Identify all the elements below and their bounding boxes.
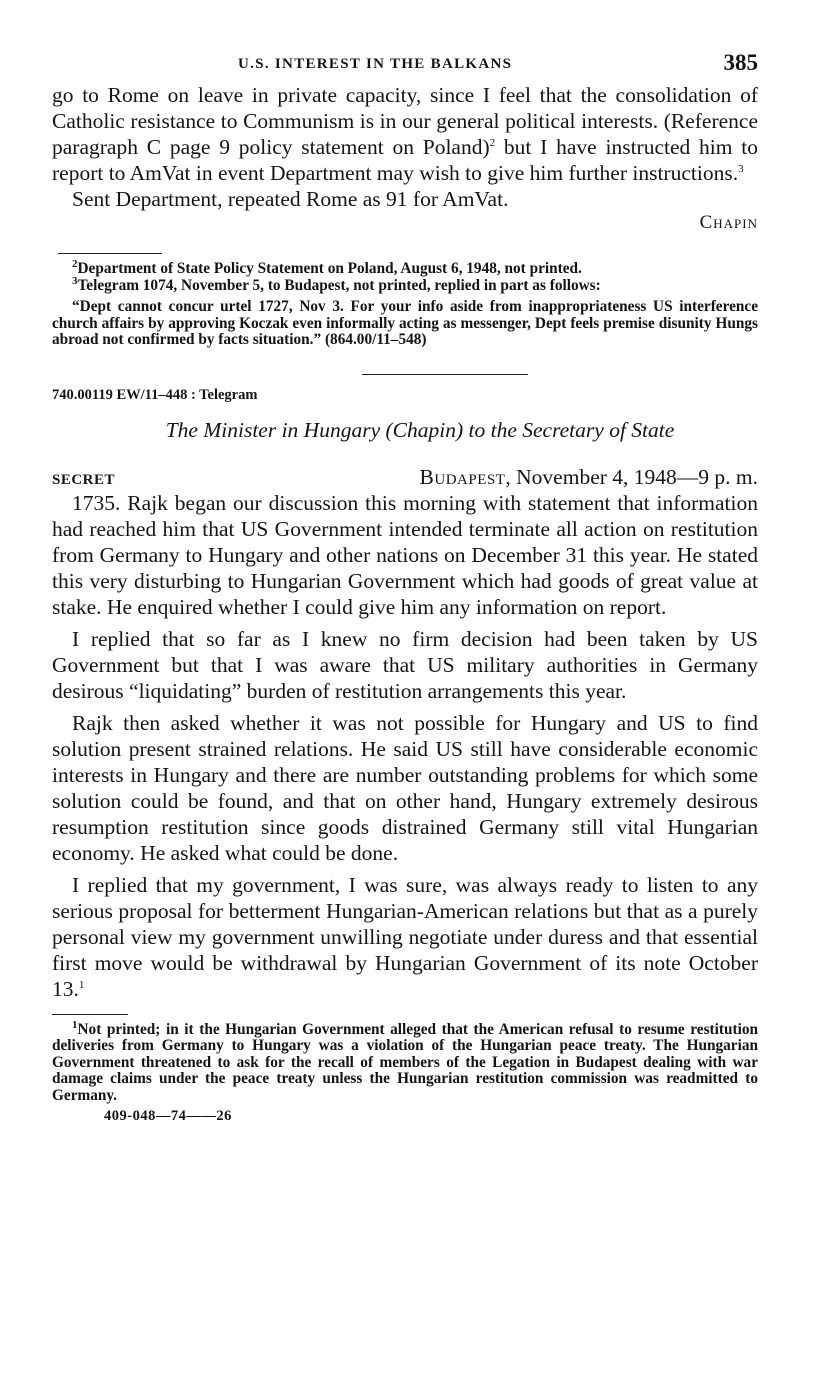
running-title: U.S. INTEREST IN THE BALKANS — [238, 56, 513, 72]
footnote-3-marker: 3 — [72, 274, 78, 287]
dateline-place: Budapest — [419, 464, 506, 489]
signature: Chapin — [699, 212, 758, 233]
telegram-paragraph-1: 1735. Rajk began our discussion this morning with statement that information had reached him that US Government intended terminate all action on restitution from Germany to Hungary and other nations on December 31 this year. He stated this very disturbing to Hungarian Government which had goods of great value at stake. He enquired whether I could give him any information on report. — [52, 490, 758, 619]
continuation-text: go to Rome on leave in private capacity, since I feel that the consolidation of Catholic resistance to Communism is in our general political interests. (Reference paragraph C page 9 policy statement on Poland) — [52, 83, 758, 159]
footnote-1 — [52, 1018, 758, 1105]
footnote-ref-3[interactable]: 3 — [738, 162, 744, 175]
footnote-3 — [52, 274, 758, 295]
footnote-2 — [52, 257, 758, 278]
page-number: 385 — [723, 50, 758, 75]
document-heading: The Minister in Hungary (Chapin) to the Secretary of State — [165, 417, 675, 442]
telegram-paragraph-4-text: I replied that my government, I was sure, was always ready to listen to any serious proposal for betterment Hungarian-American relations but that as a purely personal view my government unwilling negotiate under duress and that essential first move would be withdrawal by Hungarian Government of its note October 13. — [52, 872, 758, 1001]
footnote-2-text: Department of State Policy Statement on Poland, August 6, 1948, not printed. — [77, 260, 582, 277]
continuation-paragraph — [52, 82, 758, 186]
telegram-paragraph-2: I replied that so far as I knew no firm decision had been taken by US Government but that I was aware that US military authorities in Germany desirous “liquidating” burden of restitution arrangements this year. — [52, 626, 758, 703]
dateline-row — [52, 465, 758, 490]
document-reference: 740.00119 EW/11–448 : Telegram — [52, 386, 258, 403]
footnote-3-quote: “Dept cannot concur urtel 1727, Nov 3. For your info aside from inappropriateness US interference church affairs by approving Koczak even informally acting as messenger, Dept feels premise disunity Hungs abroad not confirmed by facts situation.” (864.00/11–548) — [52, 298, 758, 348]
footnote-rule — [58, 253, 162, 254]
footnote-3-text: Telegram 1074, November 5, to Budapest, not printed, replied in part as follows: — [77, 276, 601, 294]
continuation-text-2: but I have instructed him to report to AmVat in event Department may wish to give him further instructions. — [52, 135, 758, 185]
document-page — [52, 48, 758, 1125]
sent-line: Sent Department, repeated Rome as 91 for AmVat. — [72, 187, 509, 211]
footnote-ref-1[interactable]: 1 — [78, 978, 85, 991]
telegram-paragraph-3: Rajk then asked whether it was not possible for Hungary and US to find solution present strained relations. He said US still have considerable economic interests in Hungary and there are number outstanding problems for which some solution could be found, and that on other hand, Hungary extremely desirous resumption restitution since goods distrained Germany still vital Hungarian economy. He asked what could be done. — [52, 710, 758, 865]
section-separator — [362, 374, 528, 375]
dateline-date: , November 4, 1948—9 p. m. — [505, 464, 758, 489]
print-code: 409-048—74——26 — [104, 1108, 232, 1124]
footnote-1-marker: 1 — [72, 1018, 78, 1031]
footnote-ref-2[interactable]: 2 — [489, 136, 496, 149]
dateline — [420, 465, 758, 490]
running-head — [52, 48, 758, 82]
classification-label: SECRET — [52, 471, 116, 488]
footnote-1-text: Not printed; in it the Hungarian Government alleged that the American refusal to resume restitution deliveries from Germany to Hungary was a violation of the Hungarian peace treaty. The Hungarian Government threatened to ask for the recall of members of the Legation in Budapest dealing with war damage claims under the peace treaty unless the Hungarian restitution commission was readmitted to Germany. — [52, 1020, 758, 1104]
footnote-2-marker: 2 — [72, 257, 78, 270]
telegram-paragraph-4 — [52, 872, 758, 1002]
footnote-rule-bottom — [52, 1014, 128, 1015]
